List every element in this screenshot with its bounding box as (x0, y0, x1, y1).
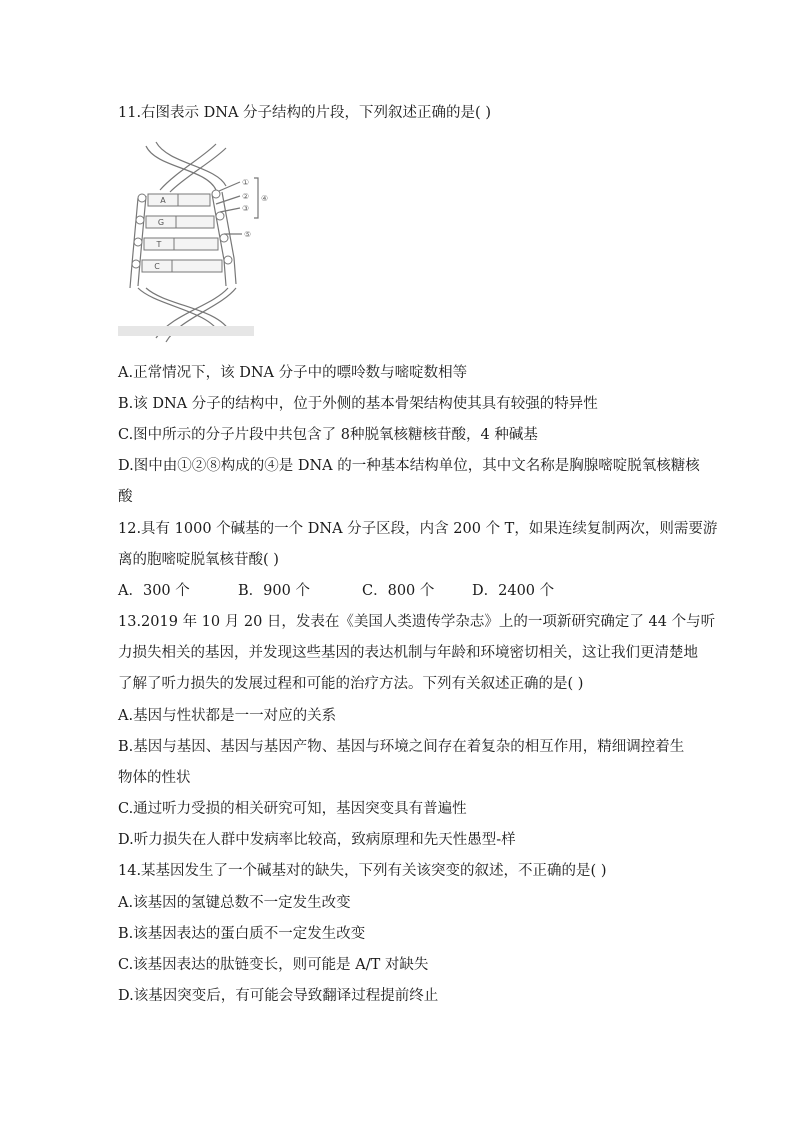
watermark-smudge (118, 326, 254, 336)
q12-option-d: D．2400 个 (472, 583, 555, 599)
q14-option-a: A.该基因的氢键总数不一定发生改变 (118, 895, 351, 911)
base-label-t: T (156, 240, 162, 249)
base-label-g: G (157, 218, 165, 227)
base-label-c: C (154, 262, 160, 271)
callout-4: ④ (261, 194, 269, 203)
q13-stem-line-1: 13.2019 年 10 月 20 日，发表在《美国人类遗传学杂志》上的一项新研究确定了 44 个与听 (118, 614, 716, 630)
callout-3: ③ (242, 204, 250, 213)
callout-2: ② (242, 192, 250, 201)
q14-option-b: B.该基因表达的蛋白质不一定发生改变 (118, 926, 366, 942)
q11-stem: 11.右图表示 DNA 分子结构的片段，下列叙述正确的是( ) (118, 105, 491, 121)
q11-option-a: A.正常情况下，该 DNA 分子中的嘌呤数与嘧啶数相等 (118, 365, 468, 381)
dna-double-helix-diagram (116, 138, 276, 348)
q13-option-c: C.通过听力受损的相关研究可知，基因突变具有普遍性 (118, 801, 467, 817)
q14-option-d: D.该基因突变后，有可能会导致翻译过程提前终止 (118, 988, 439, 1004)
q12-stem-line-2: 离的胞嘧啶脱氧核苷酸( ) (118, 552, 279, 568)
q11-option-b: B.该 DNA 分子的结构中，位于外侧的基本骨架结构使其具有较强的特异性 (118, 396, 598, 412)
callout-5: ⑤ (244, 230, 252, 239)
q12-option-a: A．300 个 (118, 583, 190, 599)
q13-stem-line-3: 了解了听力损失的发展过程和可能的治疗方法。下列有关叙述正确的是( ) (118, 676, 584, 692)
q11-option-d: D.图中由①②⑧构成的④是 DNA 的一种基本结构单位，其中文名称是胸腺嘧啶脱氧核糖核 (118, 458, 700, 474)
q11-option-d-cont: 酸 (118, 489, 133, 505)
q14-stem: 14.某基因发生了一个碱基对的缺失，下列有关该突变的叙述，不正确的是( ) (118, 863, 607, 879)
q14-option-c: C.该基因表达的肽链变长，则可能是 A/T 对缺失 (118, 957, 429, 973)
q13-stem-line-2: 力损失相关的基因，并发现这些基因的表达机制与年龄和环境密切相关，这让我们更清楚地 (118, 645, 698, 661)
q12-option-b: B．900 个 (238, 583, 310, 599)
dna-structure-figure (116, 138, 276, 348)
q12-options (118, 581, 698, 601)
q13-option-a: A.基因与性状都是一一对应的关系 (118, 708, 337, 724)
q11-option-c: C.图中所示的分子片段中共包含了 8种脱氧核糖核苷酸，4 种碱基 (118, 427, 538, 443)
q12-stem-line-1: 12.具有 1000 个碱基的一个 DNA 分子区段，内含 200 个 T，如果连续复制两次，则需要游 (118, 521, 718, 537)
q13-option-b-cont: 物体的性状 (118, 770, 191, 786)
callout-1: ① (242, 178, 250, 187)
q12-option-c: C．800 个 (362, 583, 435, 599)
base-label-a: A (160, 196, 166, 205)
q13-option-b: B.基因与基因、基因与基因产物、基因与环境之间存在着复杂的相互作用，精细调控着生 (118, 739, 685, 755)
q13-option-d: D.听力损失在人群中发病率比较高，致病原理和先天性愚型-样 (118, 832, 516, 848)
